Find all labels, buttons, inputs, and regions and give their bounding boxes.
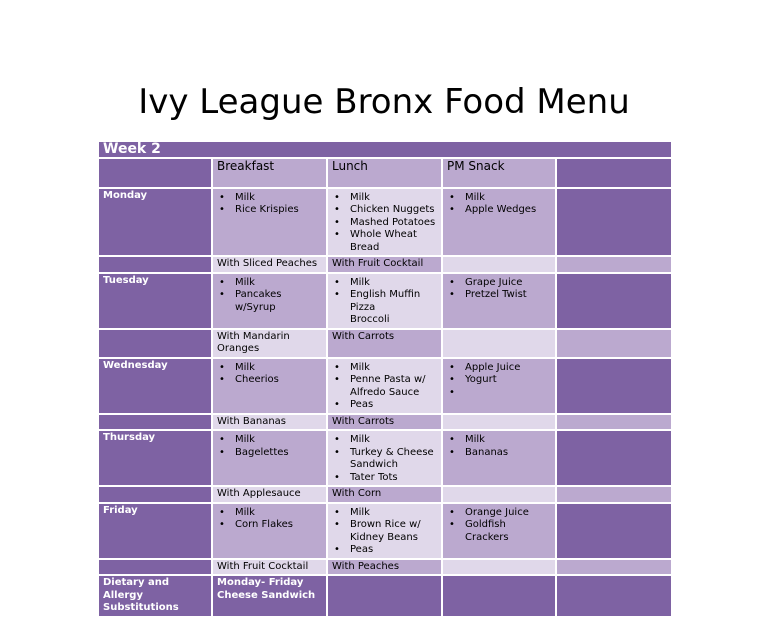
header-lunch: Lunch bbox=[327, 158, 442, 188]
substitutions-empty-cell bbox=[327, 575, 442, 617]
snack-cell bbox=[442, 273, 556, 329]
week-row bbox=[98, 141, 672, 158]
snack-extra bbox=[442, 414, 556, 431]
lunch-list bbox=[332, 507, 437, 557]
extra-empty-cell bbox=[556, 486, 672, 503]
lunch-cell bbox=[327, 503, 442, 559]
list-item: • Milk bbox=[350, 434, 437, 447]
lunch-cell bbox=[327, 273, 442, 329]
snack-cell bbox=[442, 503, 556, 559]
breakfast-cell bbox=[212, 358, 327, 414]
page-title: Ivy League Bronx Food Menu bbox=[138, 82, 630, 122]
lunch-cell bbox=[327, 430, 442, 486]
header-day-cell bbox=[98, 158, 212, 188]
header-snack: PM Snack bbox=[442, 158, 556, 188]
list-item: • Milk bbox=[350, 192, 437, 205]
list-item: • Mashed Potatoes bbox=[350, 217, 437, 230]
lunch-list bbox=[332, 192, 437, 255]
list-item: • Bananas bbox=[465, 447, 551, 460]
list-item: • Milk bbox=[465, 434, 551, 447]
day-row bbox=[98, 430, 672, 486]
breakfast-list bbox=[217, 362, 322, 387]
substitutions-text: Monday- Friday Cheese Sandwich bbox=[212, 575, 327, 617]
breakfast-list bbox=[217, 277, 322, 315]
extra-empty-cell bbox=[556, 414, 672, 431]
list-item: • Bagelettes bbox=[235, 447, 322, 460]
extra-empty-cell bbox=[556, 329, 672, 358]
list-item: • Milk bbox=[235, 434, 322, 447]
list-item: • Milk bbox=[235, 277, 322, 290]
empty-cell bbox=[556, 188, 672, 257]
list-item: • Tater Tots bbox=[350, 472, 437, 485]
day-row bbox=[98, 358, 672, 414]
header-empty-cell bbox=[556, 158, 672, 188]
list-item: • Pancakes w/Syrup bbox=[235, 289, 322, 314]
list-item: • Milk bbox=[235, 507, 322, 520]
list-item: • Milk bbox=[235, 192, 322, 205]
list-item: • Milk bbox=[235, 362, 322, 375]
snack-list bbox=[447, 434, 551, 459]
list-item: • Cheerios bbox=[235, 374, 322, 387]
snack-list bbox=[447, 362, 551, 400]
breakfast-extra: With Sliced Peaches bbox=[212, 256, 327, 273]
empty-cell bbox=[556, 503, 672, 559]
extra-row bbox=[98, 329, 672, 358]
extra-row bbox=[98, 486, 672, 503]
extra-row bbox=[98, 559, 672, 576]
empty-cell bbox=[556, 430, 672, 486]
lunch-cell bbox=[327, 358, 442, 414]
list-item: • Orange Juice bbox=[465, 507, 551, 520]
lunch-note: Broccoli bbox=[350, 314, 390, 325]
day-row bbox=[98, 188, 672, 257]
snack-extra bbox=[442, 559, 556, 576]
extra-day-cell bbox=[98, 256, 212, 273]
list-item: • Goldfish Crackers bbox=[465, 519, 551, 544]
day-row bbox=[98, 273, 672, 329]
list-item: • Apple Wedges bbox=[465, 204, 551, 217]
extra-day-cell bbox=[98, 414, 212, 431]
list-item: • Yogurt bbox=[465, 374, 551, 387]
menu-table bbox=[97, 140, 673, 618]
snack-list bbox=[447, 507, 551, 545]
list-item: • Peas bbox=[350, 544, 437, 557]
list-item: • Penne Pasta w/ Alfredo Sauce bbox=[350, 374, 437, 399]
empty-cell bbox=[556, 358, 672, 414]
list-item: • Whole Wheat Bread bbox=[350, 229, 437, 254]
extra-row bbox=[98, 414, 672, 431]
snack-cell bbox=[442, 430, 556, 486]
substitutions-label: Dietary and Allergy Substitutions bbox=[98, 575, 212, 617]
list-item bbox=[465, 387, 551, 400]
breakfast-cell bbox=[212, 503, 327, 559]
lunch-list bbox=[332, 277, 437, 315]
snack-extra bbox=[442, 486, 556, 503]
header-row bbox=[98, 158, 672, 188]
list-item: • Milk bbox=[350, 507, 437, 520]
list-item: • English Muffin Pizza bbox=[350, 289, 437, 314]
substitutions-empty-cell bbox=[556, 575, 672, 617]
day-name: Wednesday bbox=[98, 358, 212, 414]
breakfast-extra: With Fruit Cocktail bbox=[212, 559, 327, 576]
breakfast-cell bbox=[212, 430, 327, 486]
list-item: • Brown Rice w/ Kidney Beans bbox=[350, 519, 437, 544]
substitutions-empty-cell bbox=[442, 575, 556, 617]
list-item: • Turkey & Cheese Sandwich bbox=[350, 447, 437, 472]
day-row bbox=[98, 503, 672, 559]
breakfast-cell bbox=[212, 273, 327, 329]
lunch-cell bbox=[327, 188, 442, 257]
list-item: • Rice Krispies bbox=[235, 204, 322, 217]
breakfast-extra: With Bananas bbox=[212, 414, 327, 431]
breakfast-list bbox=[217, 434, 322, 459]
list-item: • Milk bbox=[350, 362, 437, 375]
extra-day-cell bbox=[98, 486, 212, 503]
extra-empty-cell bbox=[556, 256, 672, 273]
day-name: Thursday bbox=[98, 430, 212, 486]
list-item: • Apple Juice bbox=[465, 362, 551, 375]
list-item: • Milk bbox=[350, 277, 437, 290]
lunch-list bbox=[332, 434, 437, 484]
empty-cell bbox=[556, 273, 672, 329]
snack-cell bbox=[442, 358, 556, 414]
extra-day-cell bbox=[98, 559, 212, 576]
breakfast-list bbox=[217, 192, 322, 217]
list-item: • Corn Flakes bbox=[235, 519, 322, 532]
lunch-extra: With Peaches bbox=[327, 559, 442, 576]
list-item: • Peas bbox=[350, 399, 437, 412]
day-name: Tuesday bbox=[98, 273, 212, 329]
list-item: • Milk bbox=[465, 192, 551, 205]
snack-extra bbox=[442, 329, 556, 358]
breakfast-list bbox=[217, 507, 322, 532]
snack-list bbox=[447, 192, 551, 217]
lunch-list bbox=[332, 362, 437, 412]
substitutions-row bbox=[98, 575, 672, 617]
breakfast-extra: With Applesauce bbox=[212, 486, 327, 503]
extra-day-cell bbox=[98, 329, 212, 358]
breakfast-cell bbox=[212, 188, 327, 257]
lunch-extra: With Fruit Cocktail bbox=[327, 256, 442, 273]
extra-row bbox=[98, 256, 672, 273]
week-label: Week 2 bbox=[98, 141, 672, 158]
snack-cell bbox=[442, 188, 556, 257]
lunch-extra: With Corn bbox=[327, 486, 442, 503]
list-item: • Chicken Nuggets bbox=[350, 204, 437, 217]
breakfast-extra: With Mandarin Oranges bbox=[212, 329, 327, 358]
lunch-extra: With Carrots bbox=[327, 329, 442, 358]
header-breakfast: Breakfast bbox=[212, 158, 327, 188]
snack-extra bbox=[442, 256, 556, 273]
extra-empty-cell bbox=[556, 559, 672, 576]
day-name: Friday bbox=[98, 503, 212, 559]
snack-list bbox=[447, 277, 551, 302]
lunch-extra: With Carrots bbox=[327, 414, 442, 431]
list-item: • Pretzel Twist bbox=[465, 289, 551, 302]
list-item: • Grape Juice bbox=[465, 277, 551, 290]
day-name: Monday bbox=[98, 188, 212, 257]
